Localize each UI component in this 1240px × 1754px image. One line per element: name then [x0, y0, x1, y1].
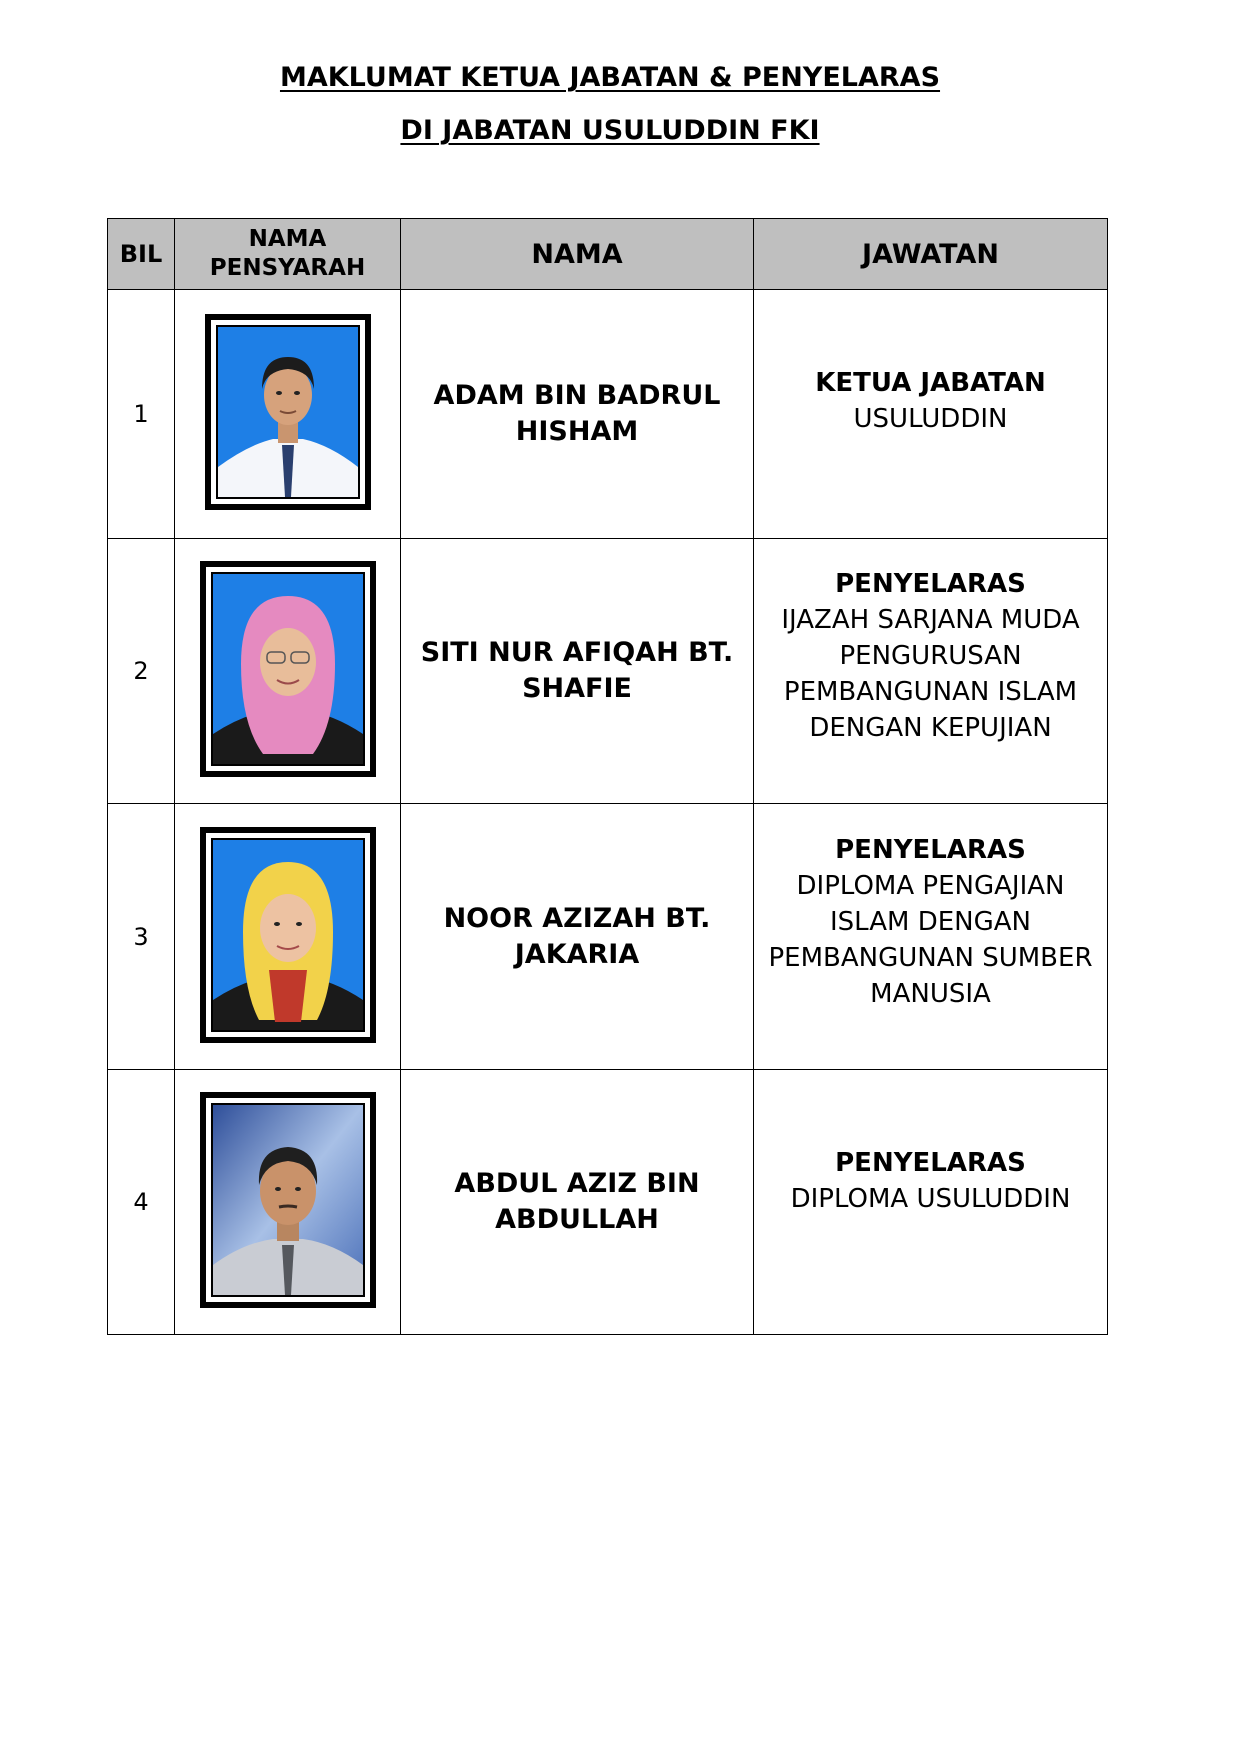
position-title: KETUA JABATAN	[815, 368, 1046, 398]
table-row	[108, 1070, 1108, 1335]
name-line-1: ABDUL AZIZ BIN	[454, 1168, 700, 1199]
position-detail: DIPLOMA USULUDDIN	[790, 1184, 1071, 1214]
portrait-photo-icon	[205, 314, 371, 510]
row-number: 2	[108, 539, 175, 804]
lecturer-name	[401, 539, 754, 804]
position-detail: PEMBANGUNAN ISLAM	[783, 677, 1078, 707]
position-detail: PENGURUSAN	[839, 641, 1022, 671]
name-line-2: ABDULLAH	[495, 1204, 659, 1235]
header-nama-pensyarah: NAMA PENSYARAH	[175, 219, 401, 290]
header-nama: NAMA	[401, 219, 754, 290]
table-row	[108, 804, 1108, 1070]
position-detail: USULUDDIN	[853, 404, 1008, 434]
row-number: 1	[108, 290, 175, 539]
table-row	[108, 290, 1108, 539]
position-title: PENYELARAS	[835, 569, 1026, 599]
position-detail: ISLAM DENGAN	[829, 906, 1032, 937]
header-bil: BIL	[108, 219, 175, 290]
photo-cell	[175, 539, 401, 804]
position-cell	[754, 290, 1108, 539]
header-jawatan: JAWATAN	[754, 219, 1108, 290]
position-detail: DENGAN KEPUJIAN	[809, 713, 1052, 743]
name-line-2: SHAFIE	[522, 673, 632, 704]
name-line-2: JAKARIA	[514, 938, 640, 970]
row-number: 3	[108, 804, 175, 1070]
position-detail: MANUSIA	[870, 978, 991, 1009]
photo-cell	[175, 804, 401, 1070]
document-subtitle: DI JABATAN USULUDDIN FKI	[400, 115, 820, 146]
staff-table	[107, 218, 1108, 1335]
portrait-photo-icon	[200, 1092, 376, 1308]
name-line-1: ADAM BIN BADRUL	[433, 380, 721, 411]
lecturer-name	[401, 1070, 754, 1335]
position-cell	[754, 804, 1108, 1070]
table-header-row	[108, 219, 1108, 290]
photo-cell	[175, 290, 401, 539]
portrait-photo-icon	[200, 561, 376, 777]
name-line-1: SITI NUR AFIQAH BT.	[420, 637, 734, 668]
position-title: PENYELARAS	[835, 834, 1026, 865]
position-cell	[754, 1070, 1108, 1335]
position-detail: IJAZAH SARJANA MUDA	[781, 605, 1080, 635]
table-row	[108, 539, 1108, 804]
name-line-2: HISHAM	[515, 416, 639, 447]
position-detail: PEMBANGUNAN SUMBER	[768, 942, 1093, 973]
portrait-photo-icon	[200, 827, 376, 1043]
position-detail: DIPLOMA PENGAJIAN	[796, 870, 1065, 901]
document-title: MAKLUMAT KETUA JABATAN & PENYELARAS	[279, 62, 941, 93]
lecturer-name	[401, 290, 754, 539]
position-title: PENYELARAS	[835, 1148, 1026, 1178]
position-cell	[754, 539, 1108, 804]
name-line-1: NOOR AZIZAH BT.	[443, 902, 711, 934]
lecturer-name	[401, 804, 754, 1070]
photo-cell	[175, 1070, 401, 1335]
row-number: 4	[108, 1070, 175, 1335]
